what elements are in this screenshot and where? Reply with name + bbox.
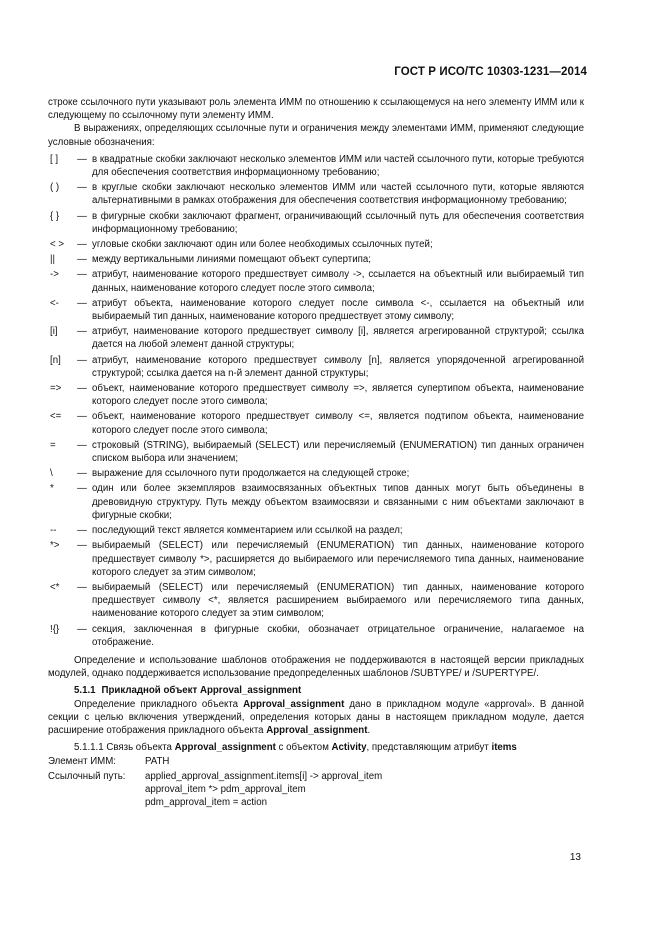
definition-symbol: => bbox=[50, 383, 62, 395]
definition-symbol: || bbox=[50, 254, 56, 266]
definition-text: объект, наименование которого предшествует символу <=, является подтипом объекта, наименование которого следует после этого символа; bbox=[92, 411, 584, 436]
definition-dash: — bbox=[77, 326, 87, 338]
definition-symbol: !{} bbox=[50, 623, 60, 635]
definition-dash: — bbox=[77, 354, 87, 366]
notation-definitions bbox=[48, 153, 584, 649]
definition-symbol: [n] bbox=[50, 354, 61, 366]
definition-dash: — bbox=[77, 483, 87, 495]
definition-dash: — bbox=[77, 468, 87, 480]
subsection-entity-1: Approval_assignment bbox=[174, 742, 276, 754]
definition-item bbox=[48, 623, 584, 649]
definition-symbol: [i] bbox=[50, 326, 58, 338]
definition-item bbox=[48, 581, 584, 621]
section-text-1: Определение прикладного объекта bbox=[74, 698, 244, 710]
definition-symbol: *> bbox=[50, 540, 60, 552]
reference-path-line: pdm_approval_item = action bbox=[145, 796, 267, 808]
reference-path-row bbox=[48, 770, 584, 810]
definition-text: атрибут, наименование которого предшествует символу ->, ссылается на объектный или выбираемый тип данных, наименование которого следует после этого символа; bbox=[92, 269, 584, 294]
page-content bbox=[48, 96, 584, 809]
definition-symbol: -- bbox=[50, 525, 57, 537]
subsection-attribute: items bbox=[491, 742, 517, 754]
definition-text: в фигурные скобки заключают фрагмент, ограничивающий ссылочный путь для обеспечения соответствия информационному требованию; bbox=[92, 210, 584, 235]
definition-symbol: [ ] bbox=[50, 153, 59, 165]
definition-dash: — bbox=[77, 623, 87, 635]
standard-header: ГОСТ Р ИСО/ТС 10303-1231—2014 bbox=[394, 66, 587, 78]
definition-text: атрибут, наименование которого предшествует символу [i], является агрегированной структурой; ссылка дается на любой элемент данной структуры; bbox=[92, 326, 584, 351]
definition-item bbox=[48, 382, 584, 408]
definition-symbol: < > bbox=[50, 239, 65, 251]
definition-item bbox=[48, 297, 584, 323]
reference-path-line: applied_approval_assignment.items[i] -> approval_item bbox=[145, 770, 383, 782]
definition-dash: — bbox=[77, 239, 87, 251]
definition-text: последующий текст является комментарием или ссылкой на раздел; bbox=[92, 525, 403, 537]
mim-element-row bbox=[48, 755, 584, 768]
definition-dash: — bbox=[77, 210, 87, 222]
definition-symbol: = bbox=[50, 439, 56, 451]
definition-item bbox=[48, 482, 584, 522]
definition-text: выбираемый (SELECT) или перечисляемый (ENUMERATION) тип данных, наименование которого предшествует символу *>, расширяется до выбираемого или перечисляемого типа данных, наименование которого следует за этим символом; bbox=[92, 540, 584, 578]
definition-symbol: <- bbox=[50, 297, 59, 309]
definition-text: секция, заключенная в фигурные скобки, обозначает отрицательное ограничение, налагаемое на отображение. bbox=[92, 623, 584, 648]
definition-item bbox=[48, 153, 584, 179]
definition-symbol: ( ) bbox=[50, 182, 60, 194]
definition-dash: — bbox=[77, 581, 87, 593]
definition-text: в квадратные скобки заключают несколько элементов ИММ или частей ссылочного пути, которые требуются для обеспечения соответствия информационному требованию; bbox=[92, 153, 584, 179]
definition-dash: — bbox=[77, 153, 87, 165]
definition-item bbox=[48, 354, 584, 380]
definition-text: между вертикальными линиями помещают объект супертипа; bbox=[92, 254, 371, 266]
reference-path-line: approval_item *> pdm_approval_item bbox=[145, 783, 306, 795]
section-entity-2: Approval_assignment bbox=[266, 724, 368, 736]
templates-note: Определение и использование шаблонов отображения не поддерживаются в настоящей версии прикладных модулей, однако поддерживается использование предопределенных шаблонов /SUBTYPE/ и /SUPERTYPE/. bbox=[48, 654, 584, 680]
subsection-text-2: с объектом bbox=[275, 742, 332, 754]
section-title: Прикладной объект Approval_assignment bbox=[101, 685, 302, 697]
definition-text: угловые скобки заключают один или более необходимых ссылочных путей; bbox=[92, 239, 433, 251]
definition-item bbox=[48, 410, 584, 436]
definition-item bbox=[48, 439, 584, 465]
definition-text: атрибут, наименование которого предшествует символу [n], является упорядоченной агрегированной структурой; ссылка дается на n-й элемент данной структуры; bbox=[92, 354, 584, 379]
definition-item bbox=[48, 325, 584, 351]
definition-symbol: { } bbox=[50, 210, 60, 222]
subsection-entity-2: Activity bbox=[331, 742, 367, 754]
intro-paragraph-1: строке ссылочного пути указывают роль элемента ИММ по отношению к ссылающемуся на него элементу ИММ или к следующему по ссылочному пути элементу ИММ. bbox=[48, 97, 584, 122]
subsection-heading bbox=[48, 741, 584, 754]
reference-path-lines bbox=[145, 770, 584, 810]
section-paragraph bbox=[48, 698, 584, 738]
definition-text: выражение для ссылочного пути продолжается на следующей строке; bbox=[92, 468, 410, 480]
definition-item bbox=[48, 238, 584, 251]
definition-item bbox=[48, 210, 584, 236]
definition-item bbox=[48, 539, 584, 579]
subsection-text-3: , представляющим атрибут bbox=[366, 742, 492, 754]
section-text-2: дано в прикладном модуле «approval». В данной секции с целью включения утверждений, определения которых даны в настоящем прикладном модуле, дается расширение отображения прикладного объекта bbox=[48, 698, 584, 736]
definition-text: в круглые скобки заключают несколько элементов ИММ или частей ссылочного пути, которые являются альтернативными в рамках отображения для обеспечения соответствия информационному требованию; bbox=[92, 182, 584, 207]
definition-text: атрибут объекта, наименование которого следует после символа <-, ссылается на объектный или выбираемый тип данных, наименование которого предшествует этому символу; bbox=[92, 297, 584, 323]
definition-symbol: <= bbox=[50, 411, 62, 423]
definition-dash: — bbox=[77, 182, 87, 194]
definition-text: выбираемый (SELECT) или перечисляемый (ENUMERATION) тип данных, наименование которого предшествует символу <*, является расширением выбираемого или перечисляемого типа данных, наименование которого следует за этим символом; bbox=[92, 581, 584, 620]
section-heading bbox=[48, 684, 584, 697]
definition-dash: — bbox=[77, 439, 87, 451]
definition-dash: — bbox=[77, 269, 87, 281]
definition-dash: — bbox=[77, 525, 87, 537]
definition-dash: — bbox=[77, 297, 87, 309]
definition-item bbox=[48, 268, 584, 294]
definition-item bbox=[48, 253, 584, 266]
mim-element-value: PATH bbox=[145, 756, 170, 768]
definition-symbol: \ bbox=[50, 468, 53, 480]
intro-paragraph-2: В выражениях, определяющих ссылочные пути и ограничения между элементами ИММ, применяют следующие условные обозначения: bbox=[48, 123, 584, 148]
definition-text: один или более экземпляров взаимосвязанных объектных типов данных могут быть объединены в древовидную структуру. Путь между объектом взаимосвязи и связанными с ним объектами заключают в фигурные скобки; bbox=[92, 483, 584, 521]
definition-item bbox=[48, 181, 584, 207]
definition-dash: — bbox=[77, 540, 87, 552]
section-number: 5.1.1 bbox=[74, 685, 96, 697]
definition-dash: — bbox=[77, 254, 87, 266]
definition-text: объект, наименование которого предшествует символу =>, является супертипом объекта, наименование которого следует после этого символа; bbox=[92, 383, 584, 408]
subsection-number: 5.1.1.1 bbox=[74, 742, 104, 754]
definition-item bbox=[48, 524, 584, 537]
definition-dash: — bbox=[77, 383, 87, 395]
section-entity-1: Approval_assignment bbox=[243, 698, 345, 710]
definition-symbol: <* bbox=[50, 581, 60, 593]
mim-element-label: Элемент ИММ: bbox=[48, 756, 117, 768]
definition-text: строковый (STRING), выбираемый (SELECT) или перечисляемый (ENUMERATION) тип данных ограничен списком выбора или значением; bbox=[92, 439, 584, 465]
subsection-text-1: Связь объекта bbox=[106, 742, 175, 754]
reference-path-label: Ссылочный путь: bbox=[48, 770, 126, 782]
definition-symbol: -> bbox=[50, 269, 59, 281]
page-number: 13 bbox=[569, 852, 581, 863]
section-text-3: . bbox=[367, 724, 371, 736]
definition-item bbox=[48, 467, 584, 480]
definition-dash: — bbox=[77, 411, 87, 423]
definition-symbol: * bbox=[50, 483, 54, 495]
